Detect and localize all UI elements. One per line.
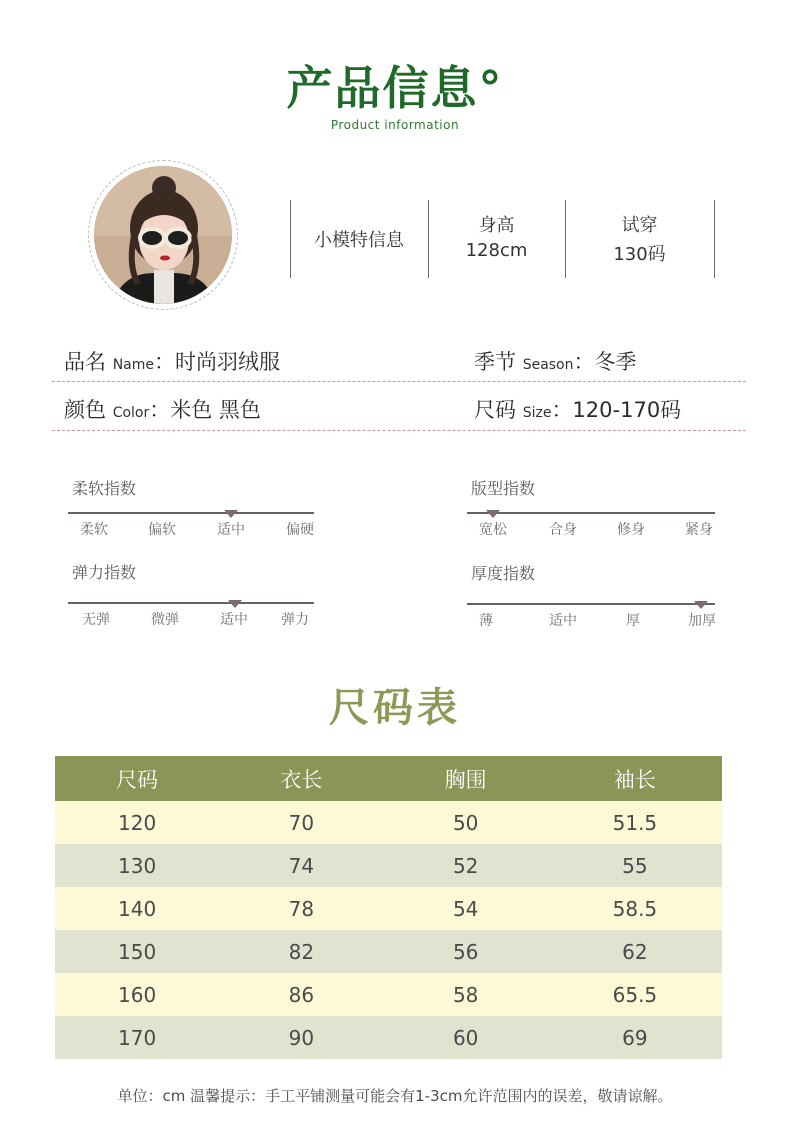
softness-index-label: 适中 bbox=[217, 522, 245, 538]
color-row bbox=[64, 394, 261, 424]
table-cell: 69 bbox=[548, 1016, 722, 1059]
softness-index-label: 偏软 bbox=[148, 522, 176, 538]
model-photo-icon bbox=[94, 166, 232, 304]
product-name-cn: 品名 bbox=[64, 350, 106, 374]
table-cell: 150 bbox=[55, 930, 219, 973]
size-value: ：120-170码 bbox=[551, 398, 682, 422]
table-row bbox=[55, 930, 722, 973]
table-cell: 74 bbox=[219, 844, 383, 887]
size-row bbox=[474, 394, 681, 424]
elasticity-index-marker-icon bbox=[228, 600, 242, 608]
table-header-cell: 尺码 bbox=[55, 756, 219, 801]
product-name-row bbox=[64, 346, 280, 376]
softness-index-label: 柔软 bbox=[80, 522, 108, 538]
thickness-index-label: 薄 bbox=[479, 613, 493, 629]
season-value: ：冬季 bbox=[573, 350, 637, 374]
table-cell: 140 bbox=[55, 887, 219, 930]
color-value: ：米色 黑色 bbox=[149, 398, 261, 422]
thickness-index-title: 厚度指数 bbox=[471, 564, 536, 583]
table-cell: 120 bbox=[55, 801, 219, 844]
fit-index-title: 版型指数 bbox=[471, 479, 536, 498]
table-row bbox=[55, 973, 722, 1016]
thickness-index-marker-icon bbox=[694, 601, 708, 609]
size-cn: 尺码 bbox=[474, 398, 516, 422]
fit-index-label: 紧身 bbox=[685, 522, 713, 538]
measurement-note: 单位：cm 温馨提示：手工平铺测量可能会有1-3cm允许范围内的误差，敬请谅解。 bbox=[117, 1087, 673, 1105]
table-row bbox=[55, 801, 722, 844]
thickness-index-label: 适中 bbox=[549, 613, 577, 629]
model-avatar bbox=[94, 166, 232, 304]
height-value: 128cm bbox=[465, 240, 528, 261]
elasticity-index-title: 弹力指数 bbox=[72, 563, 137, 582]
thickness-index-label: 厚 bbox=[626, 613, 640, 629]
color-en: Color bbox=[112, 405, 150, 421]
trial-label: 试穿 bbox=[621, 215, 658, 236]
table-cell: 170 bbox=[55, 1016, 219, 1059]
thickness-index-scale bbox=[467, 603, 715, 605]
table-cell: 78 bbox=[219, 887, 383, 930]
table-cell: 60 bbox=[384, 1016, 548, 1059]
table-header-row bbox=[55, 756, 722, 801]
color-cn: 颜色 bbox=[64, 398, 106, 422]
table-cell: 86 bbox=[219, 973, 383, 1016]
dashed-divider bbox=[52, 381, 746, 382]
table-cell: 62 bbox=[548, 930, 722, 973]
table-cell: 52 bbox=[384, 844, 548, 887]
fit-index-label: 合身 bbox=[549, 522, 577, 538]
table-cell: 65.5 bbox=[548, 973, 722, 1016]
season-en: Season bbox=[522, 357, 574, 373]
softness-index-title: 柔软指数 bbox=[72, 479, 137, 498]
product-name-value: ：时尚羽绒服 bbox=[154, 350, 280, 374]
table-row bbox=[55, 887, 722, 930]
trial-value: 130码 bbox=[613, 244, 666, 265]
height-label: 身高 bbox=[478, 215, 515, 236]
size-en: Size bbox=[522, 405, 552, 421]
elasticity-index-label: 弹力 bbox=[281, 612, 309, 628]
elasticity-index-label: 无弹 bbox=[82, 612, 110, 628]
table-cell: 56 bbox=[384, 930, 548, 973]
table-header-cell: 胸围 bbox=[384, 756, 548, 801]
table-cell: 55 bbox=[548, 844, 722, 887]
table-cell: 54 bbox=[384, 887, 548, 930]
season-cn: 季节 bbox=[474, 350, 516, 374]
page-subtitle: Product information bbox=[330, 118, 460, 132]
fit-index-marker-icon bbox=[486, 510, 500, 518]
table-row bbox=[55, 844, 722, 887]
thickness-index-label: 加厚 bbox=[688, 613, 716, 629]
table-cell: 160 bbox=[55, 973, 219, 1016]
dashed-divider bbox=[52, 430, 746, 431]
model-info-label: 小模特信息 bbox=[314, 230, 404, 251]
fit-index-label: 修身 bbox=[617, 522, 645, 538]
table-header-cell: 袖长 bbox=[548, 756, 722, 801]
table-cell: 58.5 bbox=[548, 887, 722, 930]
table-cell: 130 bbox=[55, 844, 219, 887]
page-title: 产品信息° bbox=[286, 61, 504, 115]
elasticity-index-label: 微弹 bbox=[151, 612, 179, 628]
table-row bbox=[55, 1016, 722, 1059]
softness-index-label: 偏硬 bbox=[286, 522, 314, 538]
size-chart-title: 尺码表 bbox=[329, 685, 461, 731]
product-name-en: Name bbox=[112, 357, 154, 373]
fit-index-scale bbox=[467, 512, 715, 514]
table-cell: 70 bbox=[219, 801, 383, 844]
softness-index-scale bbox=[68, 512, 314, 514]
table-cell: 51.5 bbox=[548, 801, 722, 844]
elasticity-index-label: 适中 bbox=[220, 612, 248, 628]
size-chart-table bbox=[55, 756, 722, 1059]
season-row bbox=[474, 346, 637, 376]
table-header-cell: 衣长 bbox=[219, 756, 383, 801]
divider bbox=[714, 200, 715, 278]
table-cell: 90 bbox=[219, 1016, 383, 1059]
softness-index-marker-icon bbox=[224, 510, 238, 518]
fit-index-label: 宽松 bbox=[479, 522, 507, 538]
table-cell: 82 bbox=[219, 930, 383, 973]
table-cell: 58 bbox=[384, 973, 548, 1016]
table-cell: 50 bbox=[384, 801, 548, 844]
elasticity-index-scale bbox=[68, 602, 314, 604]
